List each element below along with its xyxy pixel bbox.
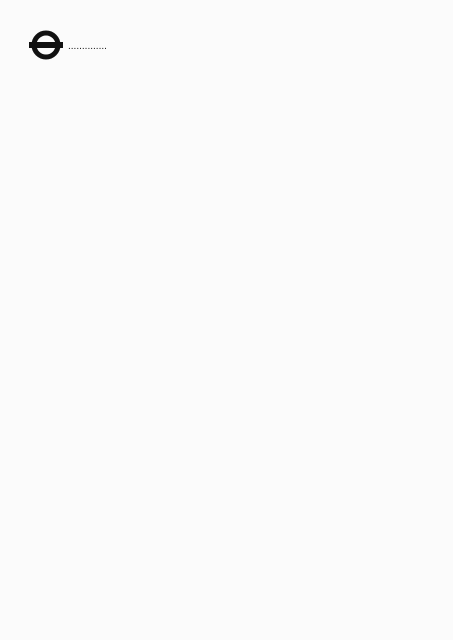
- form-title: ..............: [68, 41, 107, 52]
